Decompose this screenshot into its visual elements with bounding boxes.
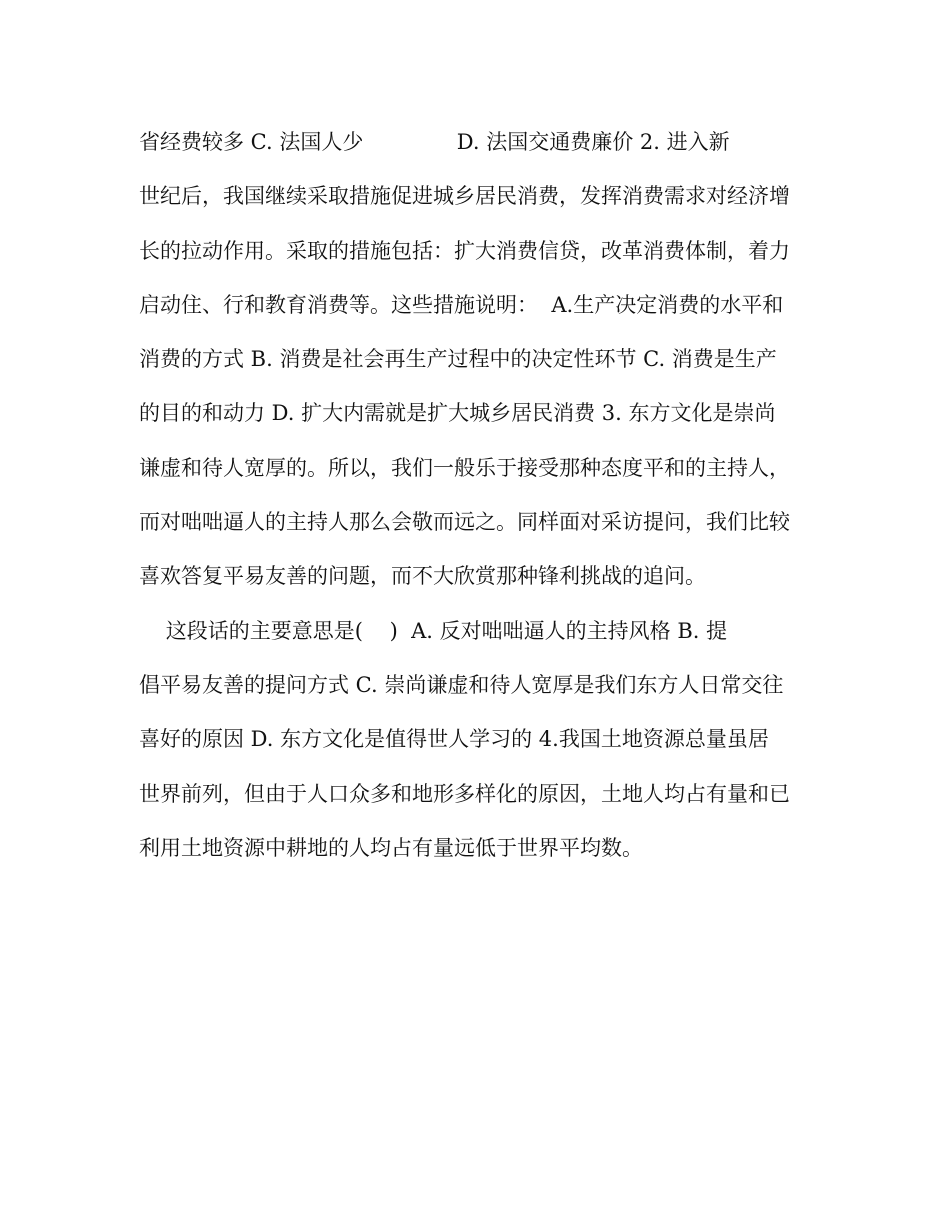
- text-line: 省经费较多 C. 法国人少 D. 法国交通费廉价 2. 进入新: [139, 130, 730, 154]
- document-body-text: [139, 122, 819, 882]
- text-line: 的目的和动力 D. 扩大内需就是扩大城乡居民消费 3. 东方文化是崇尚: [139, 401, 776, 426]
- text-line: 这段话的主要意思是( ) A. 反对咄咄逼人的主持风格 B. 提: [139, 618, 728, 643]
- text-line: 利用土地资源中耕地的人均占有量远低于世界平均数。: [139, 835, 643, 860]
- text-line: 喜好的原因 D. 东方文化是值得世人学习的 4.我国土地资源总量虽居: [139, 727, 769, 752]
- text-line: 谦虚和待人宽厚的。所以，我们一般乐于接受那种态度平和的主持人，: [139, 455, 790, 480]
- text-line: 喜欢答复平易友善的问题，而不大欣赏那种锋利挑战的追问。: [139, 564, 706, 589]
- text-line: 世界前列，但由于人口众多和地形多样化的原因，土地人均占有量和已: [139, 781, 790, 806]
- text-line: 消费的方式 B. 消费是社会再生产过程中的决定性环节 C. 消费是生产: [139, 347, 777, 372]
- text-line: 长的拉动作用。采取的措施包括：扩大消费信贷，改革消费体制，着力: [139, 238, 790, 263]
- text-line: 而对咄咄逼人的主持人那么会敬而远之。同样面对采访提问，我们比较: [139, 510, 790, 535]
- text-line: 倡平易友善的提问方式 C. 崇尚谦虚和待人宽厚是我们东方人日常交往: [139, 672, 784, 697]
- text-line: 世纪后，我国继续采取措施促进城乡居民消费，发挥消费需求对经济增: [139, 184, 790, 209]
- text-line: 启动住、行和教育消费等。这些措施说明： A.生产决定消费的水平和: [139, 292, 784, 317]
